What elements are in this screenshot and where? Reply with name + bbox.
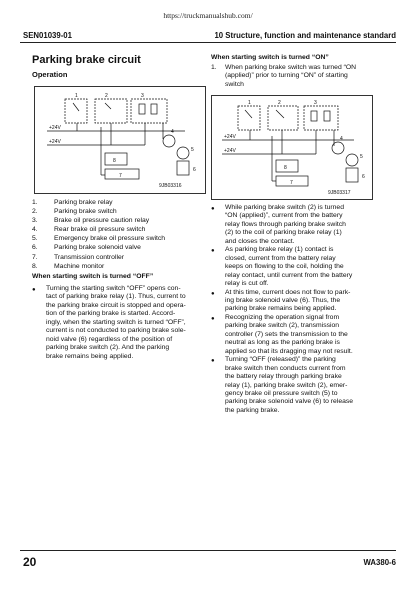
list-item: 1. Parking brake relay xyxy=(32,199,113,206)
svg-text:6: 6 xyxy=(362,174,365,180)
section-title: 10 Structure, function and maintenance standard xyxy=(214,31,396,40)
list-item: ● At this time, current does not flow to park- ing brake solenoid valve (6). Thus, the parking brake remains being applied. xyxy=(211,288,351,313)
svg-text:1: 1 xyxy=(75,93,78,99)
list-item: 2. Parking brake switch xyxy=(32,208,117,216)
svg-text:8: 8 xyxy=(284,165,287,171)
svg-text:6: 6 xyxy=(193,167,196,173)
page-number: 20 xyxy=(23,555,37,569)
bullet-icon: ● xyxy=(211,248,215,255)
operation-subtitle: Operation xyxy=(32,70,68,79)
off-heading: When starting switch is turned “OFF” xyxy=(32,273,154,280)
footer-rule xyxy=(20,550,396,551)
svg-text:2: 2 xyxy=(278,100,281,106)
bullet-icon: ● xyxy=(32,287,36,293)
list-item: 7. Transmission controller xyxy=(32,253,125,261)
bullet-icon: ● xyxy=(211,315,215,322)
svg-text:7: 7 xyxy=(290,180,293,186)
list-item: 8. Machine monitor xyxy=(32,262,105,270)
document-code: SEN01039-01 xyxy=(23,31,72,40)
svg-text:7: 7 xyxy=(119,173,122,179)
parking-brake-circuit-diagram-on xyxy=(211,95,373,200)
circuit-diagram-off-svg xyxy=(35,87,205,193)
on-heading: When starting switch is turned “ON” xyxy=(211,54,329,61)
svg-text:1: 1 xyxy=(248,100,251,106)
figure-id-left: 9JB03316 xyxy=(159,183,182,189)
svg-text:5: 5 xyxy=(360,154,363,160)
off-description: ● Turning the starting switch “OFF” opens con- tact of parking brake relay (1). Thus, current to the parking brake circuit is stopped and opera- tion of the parking brake is started. Accord- ingly, when the starting switch is turned “OFF”, current is not conducted to parking brake sole- noid valve (6) regardless of the position of parking brake switch (2). And the parking brake remains being applied. xyxy=(32,285,186,360)
parking-brake-circuit-diagram-off xyxy=(34,86,206,194)
figure-id-right: 9JB03317 xyxy=(328,190,351,196)
supply-label-c: +24V xyxy=(224,134,236,140)
on-step-1: 1. When parking brake switch was turned “ON (applied)” prior to turning “ON” of starting switch xyxy=(211,64,357,88)
list-item: 3. Brake oil pressure caution relay xyxy=(32,217,150,225)
list-item: 4. Rear brake oil pressure switch xyxy=(32,226,146,234)
list-item: ● Turning “OFF (released)” the parking brake switch then conducts current from the battery relay through parking brake relay (1), parking brake switch (2), emer- gency brake oil pressure switch (5) to parking brake solenoid valve (6) to release the parking brake. xyxy=(211,356,354,414)
svg-text:3: 3 xyxy=(314,100,317,106)
list-item: ● Recognizing the operation signal from parking brake switch (2), transmission controller (7) sets the transmission to the neutral as long as the parking brake is applied so that its dragging may not result. xyxy=(211,313,353,355)
svg-text:3: 3 xyxy=(141,93,144,99)
supply-label-b: +24V xyxy=(49,139,61,145)
list-item: 5. Emergency brake oil pressure switch xyxy=(32,235,166,243)
model-code: WA380-6 xyxy=(363,558,396,567)
bullet-icon: ● xyxy=(211,358,215,365)
source-url: https://truckmanualshub.com/ xyxy=(163,11,253,20)
svg-text:4: 4 xyxy=(340,136,343,142)
list-item: ● As parking brake relay (1) contact is closed, current from the battery relay keeps on flowing to the coil, holding the relay contact, until current from the battery relay is cut off. xyxy=(211,246,353,288)
bullet-icon: ● xyxy=(211,206,215,212)
svg-text:5: 5 xyxy=(191,147,194,153)
supply-label-a: +24V xyxy=(49,125,61,131)
list-item: ● While parking brake switch (2) is turned “ON (applied)”, current from the battery relay flows through parking brake switch (2) to the coil of parking brake relay (1) and closes the contact. xyxy=(211,204,346,245)
header-rule xyxy=(20,42,396,43)
svg-text:8: 8 xyxy=(113,158,116,164)
circuit-diagram-on-svg xyxy=(212,96,372,199)
list-item: 6. Parking brake solenoid valve xyxy=(32,244,141,252)
supply-label-d: +24V xyxy=(224,148,236,154)
on-bullets xyxy=(211,204,375,415)
page-title: Parking brake circuit xyxy=(32,54,141,66)
svg-text:4: 4 xyxy=(171,129,174,135)
parts-list xyxy=(32,198,165,271)
bullet-icon: ● xyxy=(211,290,215,297)
svg-text:2: 2 xyxy=(105,93,108,99)
